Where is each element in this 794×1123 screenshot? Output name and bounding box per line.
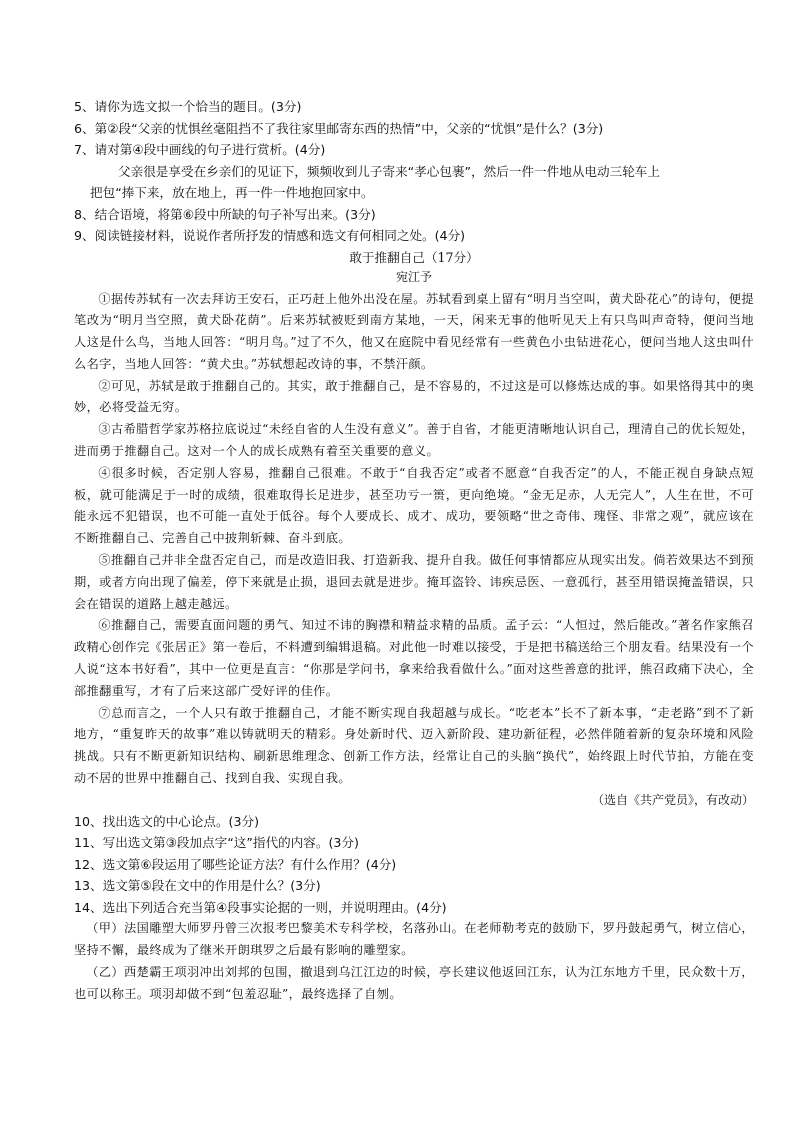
question-8: 8、结合语境，将第⑥段中所缺的句子补写出来。(3分): [74, 206, 376, 222]
article-paragraph-4: ④很多时候，否定别人容易，推翻自己很难。不敢于“自我否定”或者不愿意“自我否定”的人，不能正视自身缺点短板，就可能满足于一时的成绩，很难取得长足进步，甚至功亏一篑，更向绝境。“金无足赤，人无完人”，人生在世，不可能永远不犯错误，也不可能一直处于低谷。每个人要成长、成才、成功，要领略“世之奇伟、瑰怪、非常之观”，就应该在不断推翻自己、完善自己中披荆斩棘、奋斗到底。: [74, 465, 754, 546]
article-source: （选自《共产党员》，有改动）: [591, 792, 754, 807]
question-10: 10、找出选文的中心论点。(3分): [74, 813, 259, 829]
question-11: 11、写出选文第③段加点字“这”指代的内容。(3分): [74, 835, 359, 851]
article-paragraph-6: ⑥推翻自己，需要直面问题的勇气、知过不讳的胸襟和精益求精的品质。孟子云：“人恒过，然后能改。”著名作家熊召政精心创作完《张居正》第一卷后，不料遭到编辑退稿。对此他一时难以接受，于是把书稿送给三个朋友看。结果没有一个人说“这本书好看”，其中一位更是直言：“你那是学问书，拿来给我看做什么。”面对这些善意的批评，熊召政痛下决心，全部推翻重写，才有了后来这部广受好评的佳作。: [74, 618, 754, 698]
question-14: 14、选出下列适合充当第④段事实论据的一则，并说明理由。(4分): [74, 899, 447, 915]
article-author: 宛江予: [395, 269, 432, 284]
question-12: 12、选文第⑥段运用了哪些论证方法？有什么作用？(4分): [74, 856, 397, 872]
question-6: 6、第②段“父亲的忧惧丝毫阻挡不了我往家里邮寄东西的热情”中，父亲的“忧惧”是什么？(3分): [74, 120, 604, 136]
question-9: 9、阅读链接材料，说说作者所抒发的情感和选文有何相同之处。(4分): [74, 228, 466, 243]
question-5: 5、请你为选文拟一个恰当的题目。(3分): [74, 99, 302, 114]
option-jia: （甲）法国雕塑大师罗丹曾三次报考巴黎美术专科学校，名落孙山。在老师勒考克的鼓励下，罗丹鼓起勇气，树立信心，坚持不懈，最终成为了继米开朗琪罗之后最有影响的雕塑家。: [74, 921, 754, 958]
article-paragraph-5: ⑤推翻自己并非全盘否定自己，而是改造旧我、打造新我、提升自我。做任何事情都应从现实出发。倘若效果达不到预期，或者方向出现了偏差，停下来就是止损，退回去就是进步。掩耳盗铃、讳疾忌医、一意孤行，甚至用错误掩盖错误，只会在错误的道路上越走越远。: [74, 553, 754, 611]
underlined-sentence-line-2: 把包“捧下来，放在地上，再一件一件地抱回家中。: [90, 185, 374, 200]
question-7: 7、请对第④段中画线的句子进行赏析。(4分): [74, 142, 326, 157]
exam-page: [74, 96, 754, 1006]
article-paragraph-3: ③古希腊哲学家苏格拉底说过“未经自省的人生没有意义”。善于自省，才能更清晰地认识自己，理清自己的优长短处，进而勇于推翻自己。这对一个人的成长成熟有着至关重要的意义。: [74, 422, 754, 459]
article-paragraph-2: ②可见，苏轼是敢于推翻自己的。其实，敢于推翻自己，是不容易的，不过这是可以修炼达成的事。如果恪得其中的奥妙，必将受益无穷。: [74, 378, 754, 415]
article-paragraph-1: ①据传苏轼有一次去拜访王安石，正巧赶上他外出没在屋。苏轼看到桌上留有“明月当空叫，黄犬卧花心”的诗句，便提笔改为“明月当空照，黄犬卧花荫”。后来苏轼被贬到南方某地，一天，闲来无事的他听见天上有只鸟叫声奇特，便问当地人这是什么鸟，当地人回答：“明月鸟。”过了不久，他又在庭院中看见经常有一些黄色小虫钻进花心，便问当地人这虫叫什么名字，当地人回答：“黄犬虫。”苏轼想起改诗的事，不禁汗颜。: [74, 291, 754, 371]
question-13: 13、选文第⑤段在文中的作用是什么？(3分): [74, 878, 321, 894]
article-title: 敢于推翻自己（17分）: [349, 249, 479, 265]
underlined-sentence-line-1: 父亲很是享受在乡亲们的见证下，频频收到儿子寄来“孝心包裹”，然后一件一件地从电动三轮车上: [118, 163, 660, 179]
option-yi: （乙）西楚霸王项羽冲出刘邦的包围，撤退到乌江江边的时候，亭长建议他返回江东，认为江东地方千里，民众数十万，也可以称王。项羽却做不到“包羞忍耻”，最终选择了自刎。: [74, 964, 754, 1001]
article-paragraph-7: ⑦总而言之，一个人只有敢于推翻自己，才能不断实现自我超越与成长。“吃老本”长不了新本事，“走老路”到不了新地方，“重复昨天的故事”难以铸就明天的精彩。身处新时代、迈入新阶段、建功新征程，必然伴随着新的复杂环境和风险挑战。只有不断更新知识结构、刷新思维理念、创新工作方法，经常让自己的头脑“换代”，始终跟上时代节拍，方能在变动不居的世界中推翻自己、找到自我、实现自我。: [74, 705, 754, 786]
